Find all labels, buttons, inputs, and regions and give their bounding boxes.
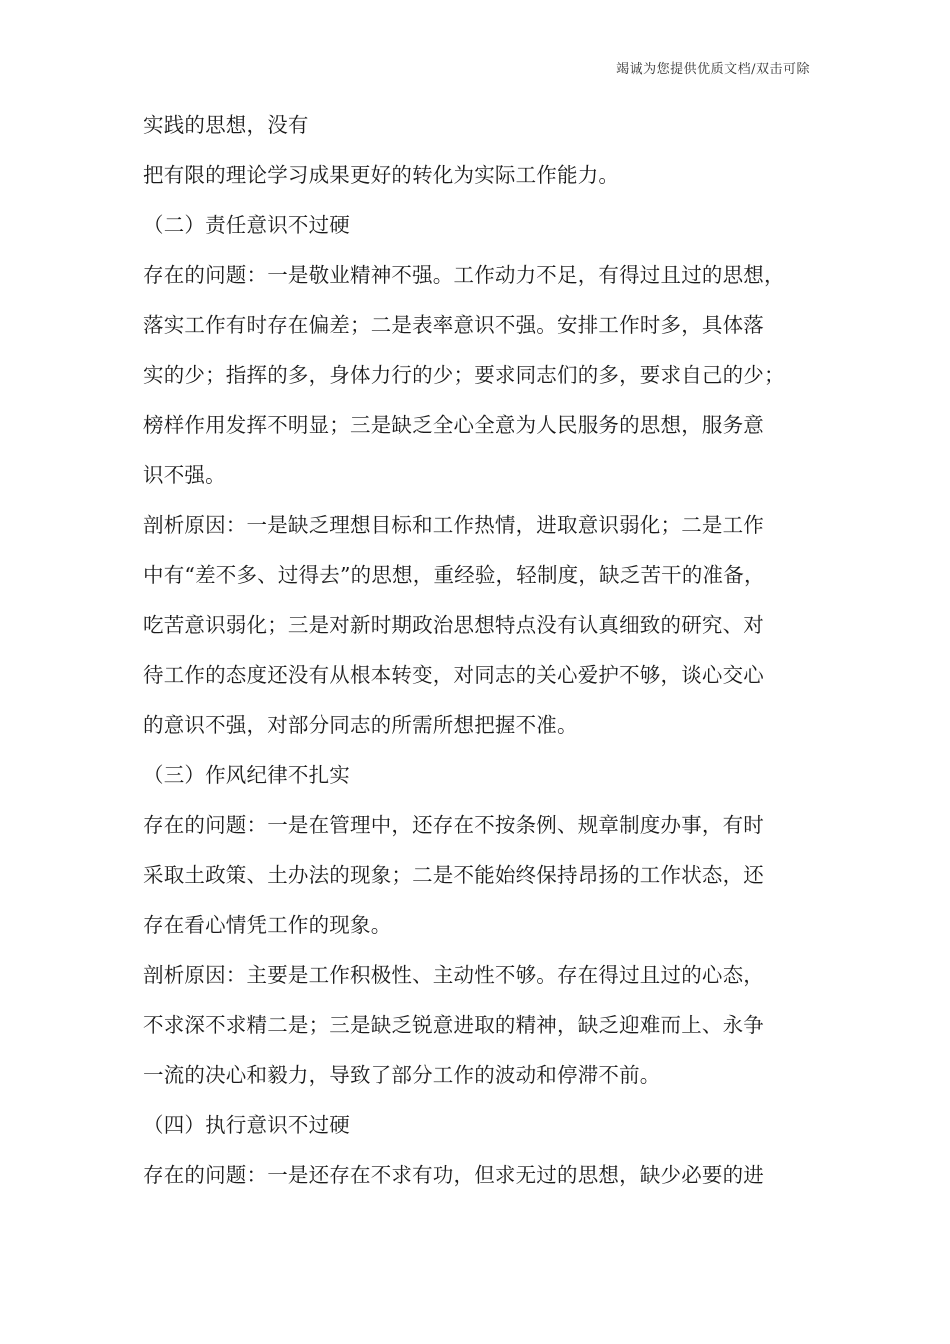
paragraph-line: 剖析原因：主要是工作积极性、主动性不够。存在得过且过的心态，: [143, 963, 764, 987]
paragraph-line: 实的少；指挥的多，身体力行的少；要求同志们的多，要求自己的少；: [143, 363, 785, 387]
paragraph-line: 榜样作用发挥不明显；三是缺乏全心全意为人民服务的思想，服务意: [143, 413, 764, 437]
document-body: [143, 100, 823, 1200]
paragraph-line: 识不强。: [143, 463, 226, 487]
paragraph-line: 把有限的理论学习成果更好的转化为实际工作能力。: [143, 163, 620, 187]
paragraph-line: 待工作的态度还没有从根本转变，对同志的关心爱护不够，谈心交心: [143, 663, 764, 687]
paragraph-line: 存在看心情凭工作的现象。: [143, 913, 392, 937]
paragraph-line: 吃苦意识弱化；三是对新时期政治思想特点没有认真细致的研究、对: [143, 613, 764, 637]
paragraph-line: 实践的思想，没有: [143, 113, 309, 137]
paragraph-line: 存在的问题：一是在管理中，还存在不按条例、规章制度办事，有时: [143, 813, 764, 837]
paragraph-line: 采取土政策、土办法的现象；二是不能始终保持昂扬的工作状态，还: [143, 863, 764, 887]
section-heading: （四）执行意识不过硬: [143, 1113, 350, 1137]
paragraph-line: 存在的问题：一是敬业精神不强。工作动力不足，有得过且过的思想，: [143, 263, 785, 287]
paragraph-line: 不求深不求精二是；三是缺乏锐意进取的精神，缺乏迎难而上、永争: [143, 1013, 764, 1037]
paragraph-line: 落实工作有时存在偏差；二是表率意识不强。安排工作时多，具体落: [143, 313, 764, 337]
section-heading: （三）作风纪律不扎实: [143, 763, 350, 787]
paragraph-line: 的意识不强，对部分同志的所需所想把握不准。: [143, 713, 578, 737]
paragraph-line: 中有“差不多、过得去”的思想，重经验，轻制度，缺乏苦干的准备，: [143, 563, 765, 587]
section-heading: （二）责任意识不过硬: [143, 213, 350, 237]
paragraph-line: 存在的问题：一是还存在不求有功，但求无过的思想，缺少必要的进: [143, 1163, 764, 1187]
paragraph-line: 一流的决心和毅力，导致了部分工作的波动和停滞不前。: [143, 1063, 661, 1087]
header-note: 竭诚为您提供优质文档/双击可除: [616, 62, 810, 77]
paragraph-line: 剖析原因：一是缺乏理想目标和工作热情，进取意识弱化；二是工作: [143, 513, 764, 537]
